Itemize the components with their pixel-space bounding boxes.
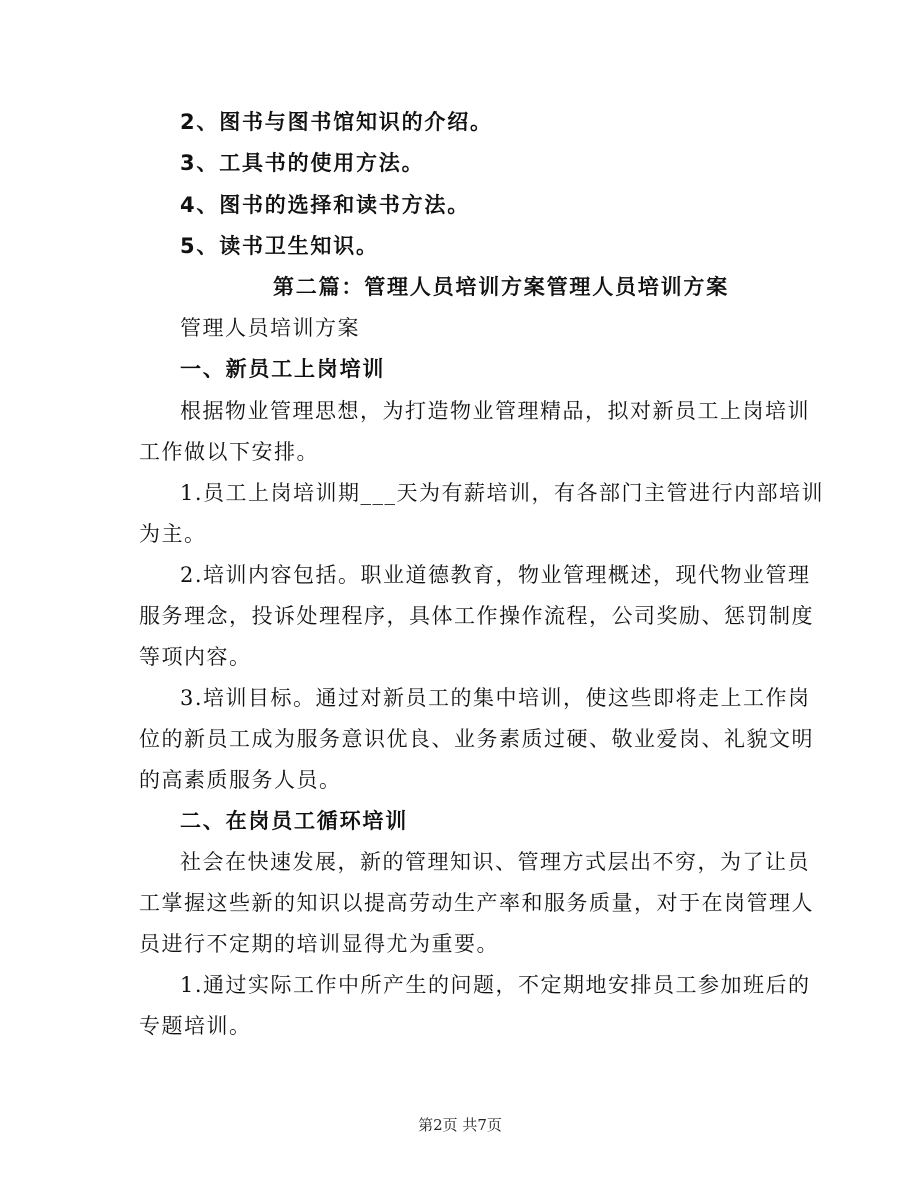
- section2-item1-line2: 专题培训。: [139, 1014, 252, 1038]
- list-item-2: 2、图书与图书馆知识的介绍。: [180, 110, 493, 134]
- section1-item2-line3: 等项内容。: [139, 645, 252, 669]
- section2-intro-line1: 社会在快速发展，新的管理知识、管理方式层出不穷，为了让员: [180, 850, 810, 874]
- section1-item3-line1: 3.培训目标。通过对新员工的集中培训，使这些即将走上工作岗: [180, 686, 811, 710]
- section2-intro-line3: 员进行不定期的培训显得尤为重要。: [139, 932, 499, 956]
- section2-heading: 二、在岗员工循环培训: [180, 809, 408, 833]
- section1-item1-line2: 为主。: [139, 522, 207, 546]
- section2-intro-line2: 工掌握这些新的知识以提高劳动生产率和服务质量，对于在岗管理人: [139, 891, 814, 915]
- page-footer: 第2页 共7页: [418, 1116, 502, 1134]
- section2-item1-line1: 1.通过实际工作中所产生的问题，不定期地安排员工参加班后的: [180, 973, 811, 997]
- section1-item1-line1: 1.员工上岗培训期___天为有薪培训，有各部门主管进行内部培训: [180, 481, 825, 505]
- list-item-4: 4、图书的选择和读书方法。: [180, 193, 471, 217]
- section1-intro-line2: 工作做以下安排。: [139, 440, 319, 464]
- list-item-3: 3、工具书的使用方法。: [180, 151, 425, 175]
- section1-heading: 一、新员工上岗培训: [180, 357, 386, 381]
- section1-item3-line3: 的高素质服务人员。: [139, 768, 342, 792]
- section1-item2-line1: 2.培训内容包括。职业道德教育，物业管理概述，现代物业管理: [180, 563, 811, 587]
- section1-item2-line2: 服务理念，投诉处理程序，具体工作操作流程，公司奖励、惩罚制度: [139, 604, 814, 628]
- section1-item3-line2: 位的新员工成为服务意识优良、业务素质过硬、敬业爱岗、礼貌文明: [139, 727, 814, 751]
- doc-title: 管理人员培训方案: [180, 316, 360, 340]
- list-item-5: 5、读书卫生知识。: [180, 234, 379, 258]
- section1-intro-line1: 根据物业管理思想，为打造物业管理精品，拟对新员工上岗培训: [180, 399, 810, 423]
- chapter-heading: 第二篇：管理人员培训方案管理人员培训方案: [273, 275, 729, 299]
